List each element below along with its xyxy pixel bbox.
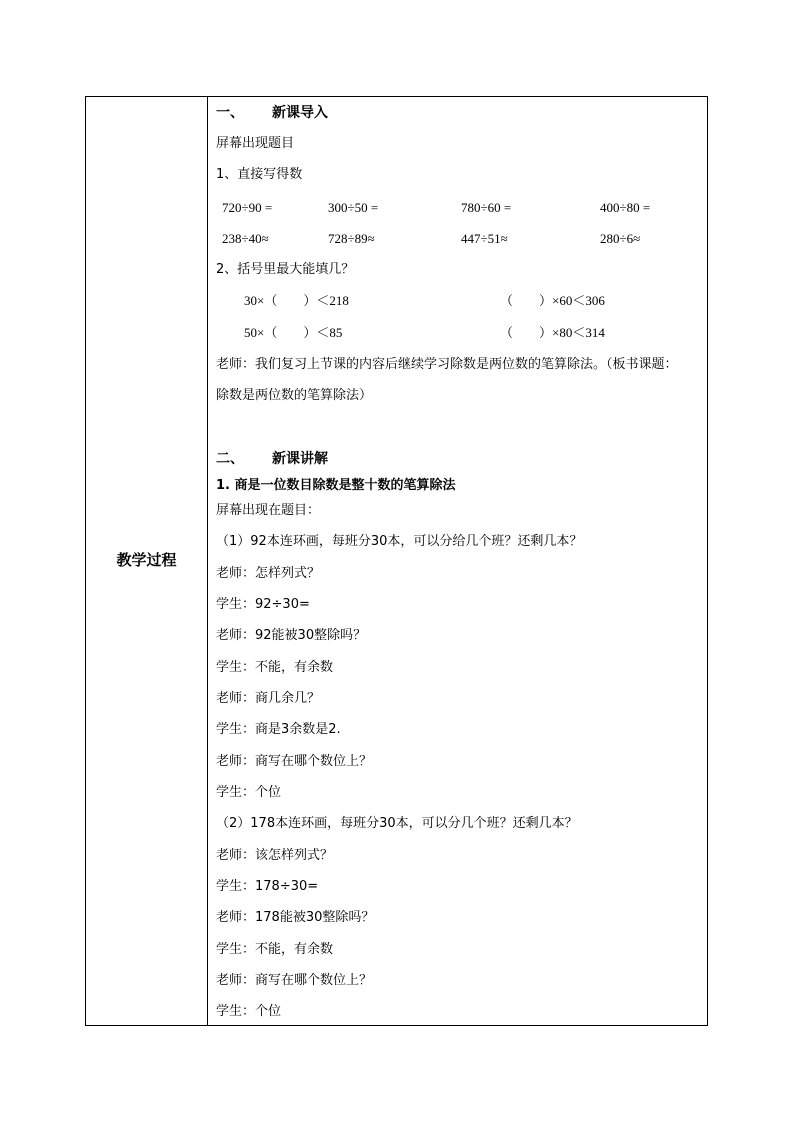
q1-r1-c3: 780÷60 = [461, 200, 512, 215]
dialogue-line: 学生：商是3余数是2. [216, 722, 341, 737]
q2-r1-c2: （ ）×60＜306 [500, 293, 605, 308]
section1-intro: 屏幕出现题目 [216, 136, 295, 151]
lesson-table [85, 96, 708, 1026]
section2-title: 新课讲解 [272, 451, 328, 467]
dialogue-line: 老师：该怎样列式？ [216, 848, 334, 863]
dialogue-line: （2）178本连环画，每班分30本，可以分几个班？还剩几本？ [216, 816, 578, 831]
q1-r2-c1: 238÷40≈ [222, 231, 269, 246]
dialogue-line: 学生：178÷30= [216, 879, 319, 894]
column-divider [207, 97, 208, 1025]
q1-r1-c1: 720÷90 = [222, 200, 273, 215]
dialogue-line: 学生：不能，有余数 [216, 660, 334, 675]
dialogue-line: 老师：178能被30整除吗？ [216, 910, 375, 925]
section1-number: 一、 [216, 105, 244, 121]
dialogue-line: 老师：商几余几？ [216, 691, 321, 706]
section2-heading [216, 450, 328, 468]
q1-r2-c3: 447÷51≈ [461, 231, 508, 246]
dialogue-line: 屏幕出现在题目： [216, 503, 321, 518]
dialogue-line: 学生：92÷30= [216, 597, 310, 612]
dialogue-line: 老师：92能被30整除吗？ [216, 628, 367, 643]
q2-r2-c2: （ ）×80＜314 [500, 325, 605, 340]
q1-r1-c4: 400÷80 = [600, 200, 651, 215]
q1-r2-c2: 728÷89≈ [328, 231, 375, 246]
dialogue-line: 学生：个位 [216, 785, 282, 800]
dialogue-line: 老师：商写在哪个数位上？ [216, 973, 373, 988]
teacher-line2: 除数是两位数的笔算除法） [216, 388, 373, 403]
section1-heading [216, 104, 328, 122]
q2-title: 2、括号里最大能填几？ [216, 262, 355, 277]
dialogue-line: 学生：不能，有余数 [216, 942, 334, 957]
dialogue-line: 学生：个位 [216, 1004, 282, 1019]
section1-title: 新课导入 [272, 105, 328, 121]
teacher-line1: 老师：我们复习上节课的内容后继续学习除数是两位数的笔算除法。（板书课题： [216, 357, 678, 372]
dialogue-line: 老师：怎样列式？ [216, 566, 321, 581]
row-label: 教学过程 [116, 551, 177, 569]
q1-r1-c2: 300÷50 = [328, 200, 379, 215]
q1-title: 1、直接写得数 [216, 167, 303, 182]
dialogue-line: （1）92本连环画，每班分30本，可以分给几个班？还剩几本？ [216, 534, 583, 549]
q2-r2-c1: 50×（ ）＜85 [244, 325, 343, 340]
section2-subtitle: 1. 商是一位数目除数是整十数的笔算除法 [216, 478, 456, 493]
section2-number: 二、 [216, 451, 244, 467]
q2-r1-c1: 30×（ ）＜218 [244, 293, 349, 308]
dialogue-line: 老师：商写在哪个数位上？ [216, 754, 373, 769]
q1-r2-c4: 280÷6≈ [600, 231, 641, 246]
